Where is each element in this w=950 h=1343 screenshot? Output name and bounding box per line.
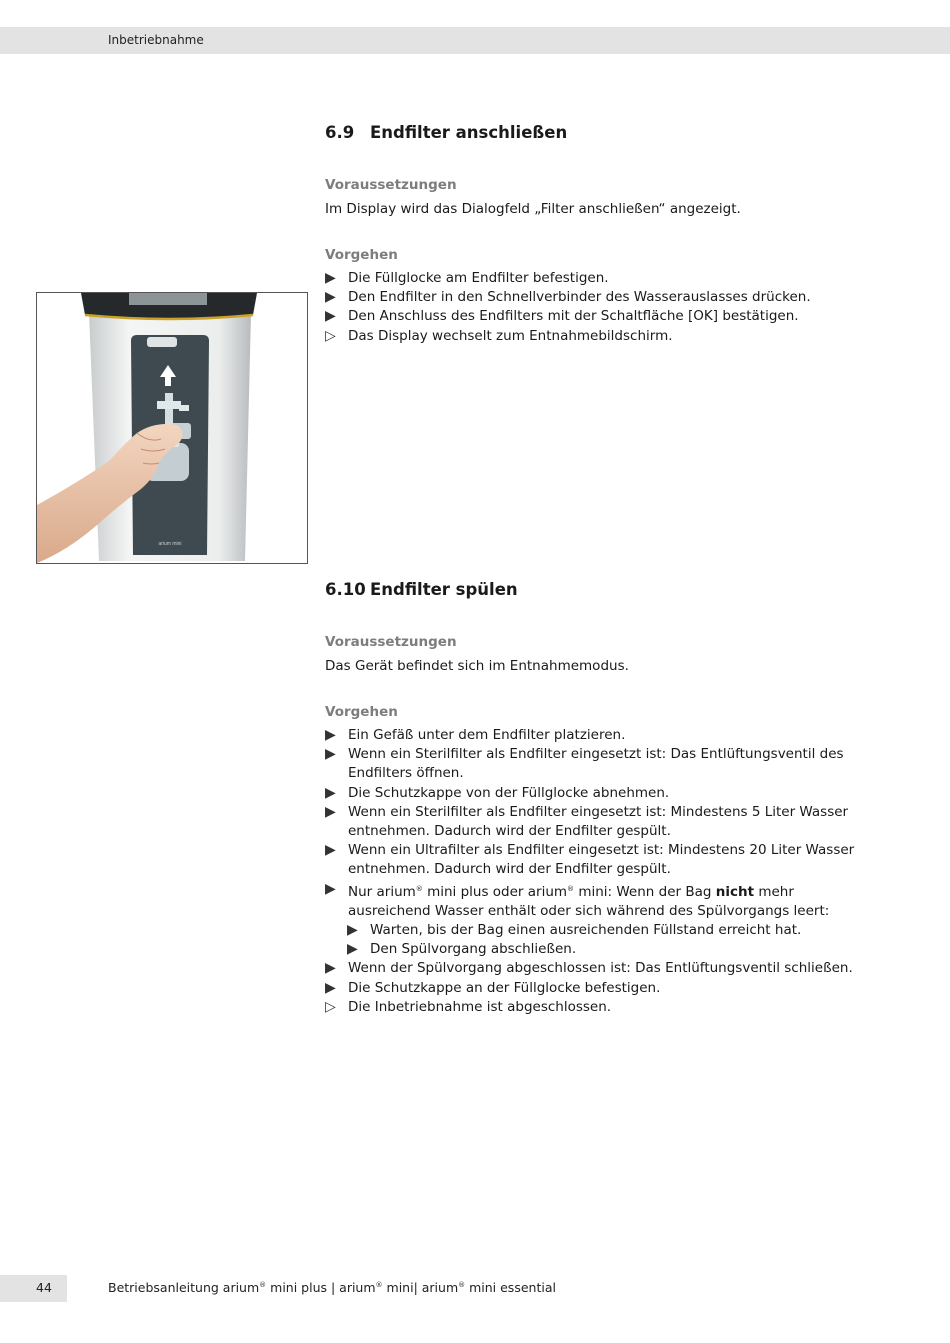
step-marker-icon: ▶	[325, 727, 336, 743]
procedure-label: Vorgehen	[325, 247, 398, 263]
step-marker-icon: ▶	[325, 784, 336, 801]
section-heading-6-9	[325, 123, 567, 142]
header-section-title: Inbetriebnahme	[108, 33, 204, 47]
step-marker-icon: ▶	[325, 803, 336, 820]
list-item: ▶ Den Spülvorgang abschließen.	[325, 940, 865, 959]
section-number: 6.10	[325, 580, 366, 599]
result-marker-icon: ▷	[325, 327, 336, 344]
registered-mark: ®	[375, 1281, 383, 1289]
page-number-box	[0, 1275, 67, 1302]
registered-mark: ®	[567, 884, 575, 893]
section-title: Endfilter spülen	[370, 580, 518, 599]
prereq-text: Das Gerät befindet sich im Entnahmemodus.	[325, 658, 629, 674]
footer-document-title: Betriebsanleitung arium® mini plus | arium® mini| arium® mini essential	[108, 1280, 556, 1295]
registered-mark: ®	[415, 884, 423, 893]
step-marker-icon: ▶	[325, 960, 336, 977]
list-item: ▶ Wenn ein Sterilfilter als Endfilter eingesetzt ist: Das Entlüftungsventil des Endfilters öffnen.	[325, 746, 844, 782]
step-marker-icon: ▶	[347, 922, 358, 939]
list-item: ▶ Wenn ein Sterilfilter als Endfilter eingesetzt ist: Mindestens 5 Liter Wasser entnehmen. Dadurch wird der Endfilter gespült.	[325, 803, 849, 840]
step-marker-icon: ▶	[325, 308, 336, 325]
procedure-steps-6-9	[325, 269, 865, 346]
step-marker-icon: ▶	[347, 941, 358, 958]
step-marker-icon: ▶	[325, 746, 336, 763]
list-item: ▶ Die Schutzkappe an der Füllglocke befestigen.	[325, 979, 865, 998]
list-item: ▶ Den Endfilter in den Schnellverbinder des Wasserauslasses drücken.	[325, 288, 865, 307]
list-item: ▶ Die Füllglocke am Endfilter befestigen.	[325, 269, 865, 288]
list-item: ▶ Wenn ein Ultrafilter als Endfilter eingesetzt ist: Mindestens 20 Liter Wasser entnehmen. Dadurch wird der Endfilter gespült.	[325, 842, 855, 878]
step-marker-icon: ▶	[325, 979, 336, 996]
prereq-text: Im Display wird das Dialogfeld „Filter anschließen“ angezeigt.	[325, 201, 741, 217]
list-item: ▶ Ein Gefäß unter dem Endfilter platzieren.	[325, 726, 865, 745]
result-marker-icon: ▷	[325, 998, 336, 1015]
procedure-label: Vorgehen	[325, 704, 398, 720]
device-brand-label: arium mini	[158, 541, 182, 547]
list-item: ▶ Den Anschluss des Endfilters mit der Schaltfläche [OK] bestätigen.	[325, 307, 865, 326]
step-marker-icon: ▶	[325, 289, 336, 306]
list-item: ▷ Das Display wechselt zum Entnahmebildschirm.	[325, 327, 865, 346]
registered-mark: ®	[259, 1281, 267, 1289]
page-number: 44	[36, 1280, 52, 1295]
list-item: ▷ Die Inbetriebnahme ist abgeschlossen.	[325, 998, 865, 1017]
list-item: ▶ Wenn der Spülvorgang abgeschlossen ist: Das Entlüftungsventil schließen.	[325, 959, 865, 978]
step-marker-icon: ▶	[325, 842, 336, 859]
device-photo	[36, 292, 308, 564]
emphasis: nicht	[715, 883, 755, 900]
list-item: ▶ Die Schutzkappe von der Füllglocke abnehmen.	[325, 784, 865, 803]
prereq-label: Voraussetzungen	[325, 177, 457, 193]
device-illustration	[37, 293, 307, 563]
step-marker-icon: ▶	[325, 270, 336, 286]
section-number: 6.9	[325, 123, 355, 142]
prereq-label: Voraussetzungen	[325, 634, 457, 650]
section-title: Endfilter anschließen	[370, 123, 568, 142]
step-marker-icon: ▶	[325, 880, 336, 897]
section-heading-6-10	[325, 580, 518, 599]
list-item: ▶ Nur arium® mini plus oder arium® mini: Wenn der Bag nicht mehr ausreichend Wasser enthält oder sich während des Spülvorgangs leert:	[325, 880, 830, 919]
procedure-steps-6-10	[325, 726, 865, 1017]
registered-mark: ®	[458, 1281, 466, 1289]
list-item: ▶ Warten, bis der Bag einen ausreichenden Füllstand erreicht hat.	[325, 921, 865, 940]
header-bar	[0, 27, 950, 54]
